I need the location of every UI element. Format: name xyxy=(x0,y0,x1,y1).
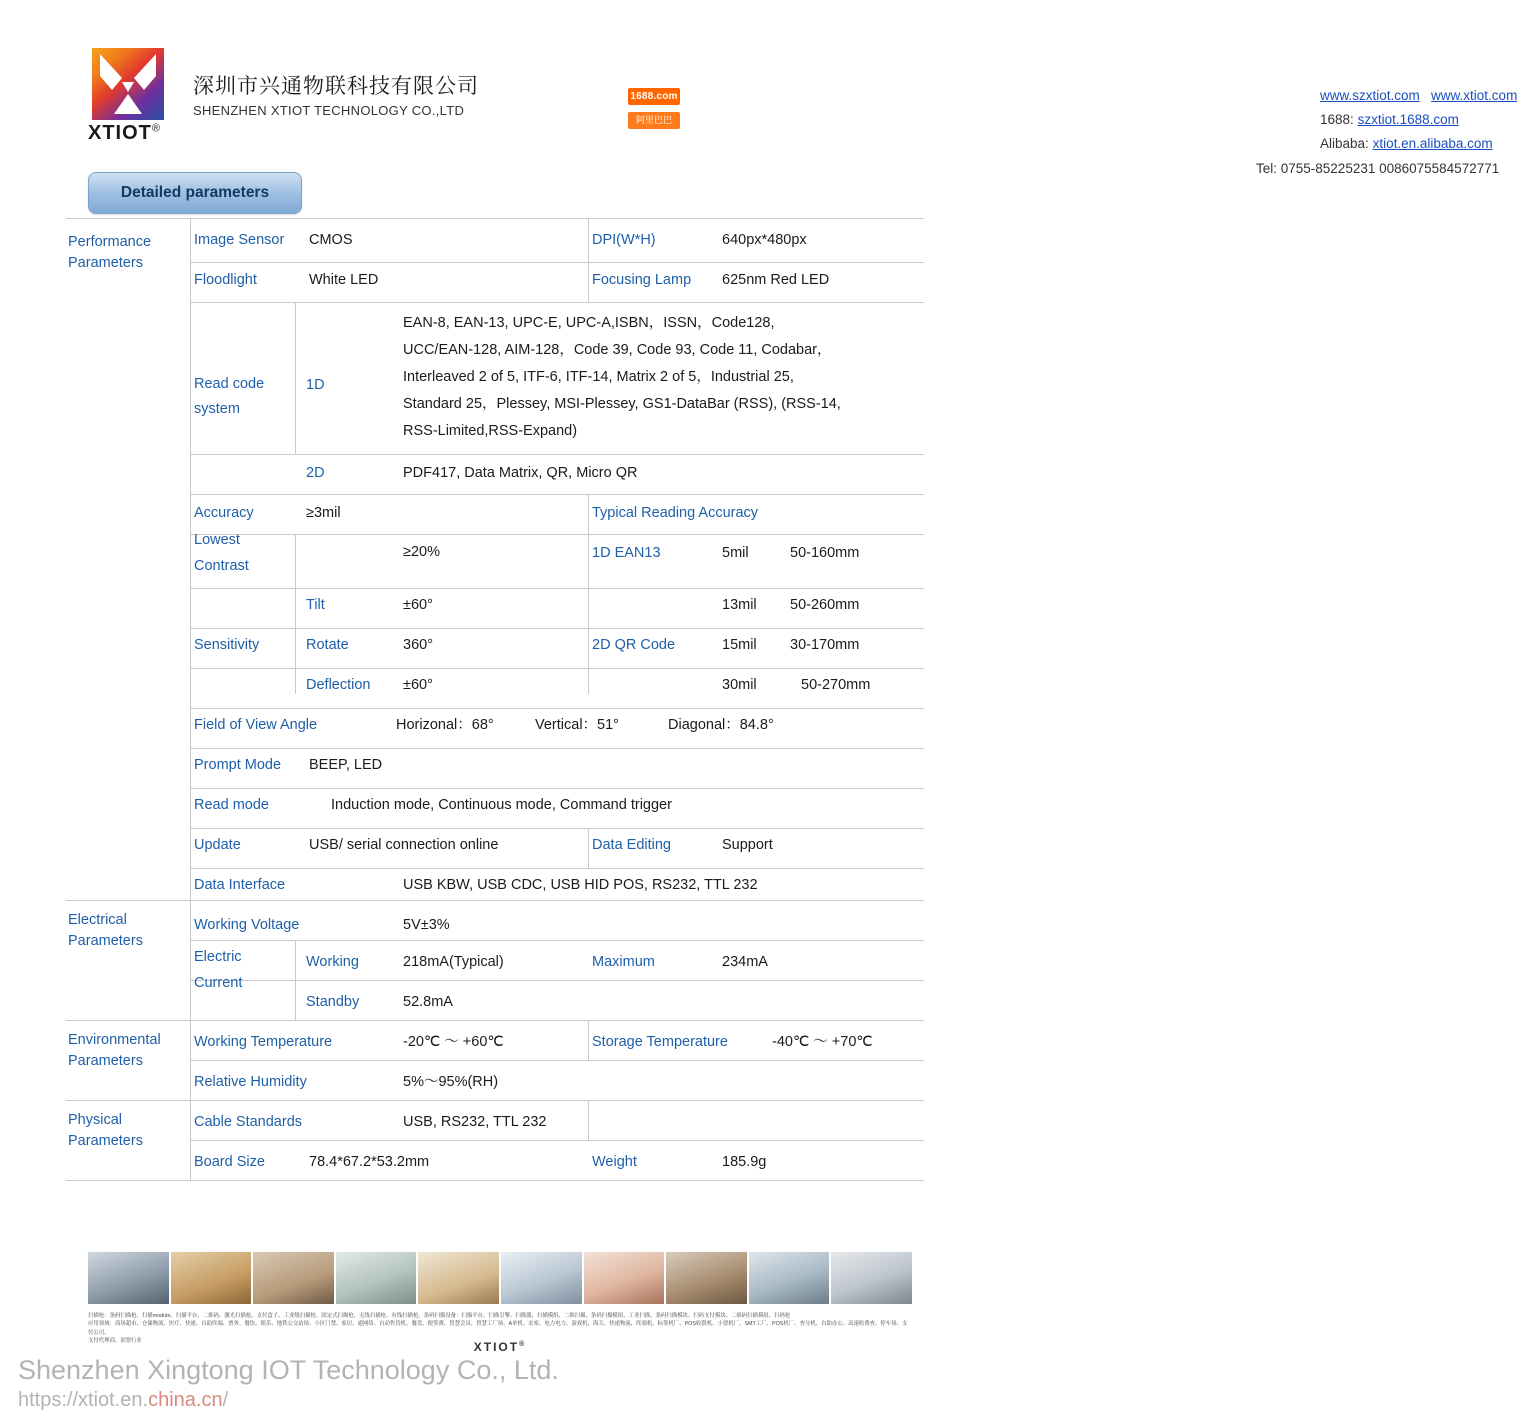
photo-thumbnail xyxy=(418,1252,499,1304)
label-electric-current-line1: Electric xyxy=(194,949,242,965)
website-link-1[interactable]: www.szxtiot.com xyxy=(1320,88,1420,103)
alibaba-1688-row xyxy=(1320,108,1459,131)
value-2d: PDF417, Data Matrix, QR, Micro QR xyxy=(403,465,638,481)
logo-wordmark xyxy=(88,122,161,145)
label-data-editing: Data Editing xyxy=(592,837,671,853)
watermark-url-domain: china.cn xyxy=(148,1389,223,1411)
group-physical-line2: Parameters xyxy=(68,1133,143,1149)
photo-thumbnail xyxy=(88,1252,169,1304)
photo-thumbnail xyxy=(501,1252,582,1304)
telephone-row: Tel: 0755-85225231 0086075584572771 xyxy=(1256,161,1500,176)
value-floodlight: White LED xyxy=(309,272,379,288)
value-working-voltage: 5V±3% xyxy=(403,917,450,933)
rule xyxy=(190,940,924,941)
rule xyxy=(588,1100,589,1140)
label-deflection: Deflection xyxy=(306,677,371,693)
rule xyxy=(190,1140,924,1141)
rule xyxy=(66,1100,924,1101)
value-image-sensor: CMOS xyxy=(309,232,353,248)
value-1d-line2: UCC/EAN-128, AIM-128，Code 39, Code 93, Code 11, Codabar， xyxy=(403,342,832,358)
rule xyxy=(190,302,924,303)
alibaba-row xyxy=(1320,132,1493,155)
value-maximum-current: 234mA xyxy=(722,954,768,970)
rule xyxy=(190,828,924,829)
rule xyxy=(190,708,924,709)
label-alibaba: Alibaba: xyxy=(1320,136,1369,151)
document-header xyxy=(0,40,1517,176)
label-image-sensor: Image Sensor xyxy=(194,232,285,248)
watermark-url-suffix: / xyxy=(222,1389,229,1411)
label-working-temperature: Working Temperature xyxy=(194,1034,333,1050)
value-1d-line5: RSS-Limited,RSS-Expand) xyxy=(403,423,578,439)
group-electrical-line2: Parameters xyxy=(68,933,143,949)
badge-1688-icon: 1688.com xyxy=(628,88,680,105)
label-update: Update xyxy=(194,837,241,853)
rule xyxy=(190,454,924,455)
rule xyxy=(190,218,191,1180)
footer-logo xyxy=(0,1340,1000,1354)
rule xyxy=(588,1020,589,1060)
value-accuracy: ≥3mil xyxy=(306,505,341,521)
label-lowest-contrast-line2: Contrast xyxy=(194,558,249,574)
watermark-url xyxy=(18,1389,228,1412)
rule xyxy=(66,1180,924,1181)
photo-thumbnail xyxy=(584,1252,665,1304)
value-relative-humidity: 5%～95%(RH) xyxy=(403,1074,499,1090)
link-1688[interactable]: szxtiot.1688.com xyxy=(1357,112,1459,127)
rule xyxy=(295,940,296,1020)
label-1d-ean13: 1D EAN13 xyxy=(592,545,661,561)
rule xyxy=(588,494,589,694)
value-rotate: 360° xyxy=(403,637,433,653)
watermark-url-prefix: https://xtiot.en. xyxy=(18,1389,149,1411)
value-ean13-mil: 5mil xyxy=(722,545,749,561)
label-focusing-lamp: Focusing Lamp xyxy=(592,272,692,288)
label-lowest-contrast-line1: Lowest xyxy=(194,532,240,548)
value-1d-line1: EAN-8, EAN-13, UPC-E, UPC-A,ISBN，ISSN，Code128, xyxy=(403,315,775,331)
label-relative-humidity: Relative Humidity xyxy=(194,1074,307,1090)
section-title-text: Detailed parameters xyxy=(120,184,270,201)
rule xyxy=(190,1060,924,1061)
label-data-interface: Data Interface xyxy=(194,877,286,893)
label-cable-standards: Cable Standards xyxy=(194,1114,303,1130)
value-lowest-contrast: ≥20% xyxy=(403,544,440,560)
label-electric-current-line2: Current xyxy=(194,975,243,991)
label-2d-qr-code: 2D QR Code xyxy=(592,637,676,653)
application-photo-strip xyxy=(88,1252,912,1304)
rule xyxy=(190,980,924,981)
link-alibaba[interactable]: xtiot.en.alibaba.com xyxy=(1372,136,1493,151)
label-dpi: DPI(W*H) xyxy=(592,232,656,248)
value-qr-range-2: 30-170mm xyxy=(790,637,860,653)
rule xyxy=(588,218,589,302)
footer-logo-text: XTIOT xyxy=(473,1340,520,1354)
group-physical-line1: Physical xyxy=(68,1112,122,1128)
value-qr-range-1: 50-260mm xyxy=(790,597,860,613)
label-read-mode: Read mode xyxy=(194,797,269,813)
label-2d: 2D xyxy=(306,465,325,481)
value-update: USB/ serial connection online xyxy=(309,837,499,853)
label-standby-current: Standby xyxy=(306,994,360,1010)
label-weight: Weight xyxy=(592,1154,637,1170)
rule xyxy=(190,588,924,589)
value-board-size: 78.4*67.2*53.2mm xyxy=(309,1154,430,1170)
rule xyxy=(190,494,924,495)
label-field-of-view: Field of View Angle xyxy=(194,717,318,733)
value-standby-current: 52.8mA xyxy=(403,994,453,1010)
logo-x-icon xyxy=(92,48,164,120)
value-fov-diagonal: Diagonal：84.8° xyxy=(668,717,774,733)
company-name-cn: 深圳市兴通物联科技有限公司 xyxy=(193,75,479,98)
value-1d-line4: Standard 25，Plessey, MSI-Plessey, GS1-DataBar (RSS), (RSS-14, xyxy=(403,396,841,412)
value-qr-mil-2: 15mil xyxy=(722,637,757,653)
footer-logo-registered: ® xyxy=(519,1341,527,1348)
value-weight: 185.9g xyxy=(722,1154,767,1170)
photo-thumbnail xyxy=(253,1252,334,1304)
label-working-current: Working xyxy=(306,954,359,970)
label-read-code-system-line2: system xyxy=(194,401,240,417)
section-title-badge xyxy=(88,172,302,214)
value-storage-temperature: -40℃ ～ +70℃ xyxy=(772,1034,873,1050)
rule xyxy=(190,534,924,535)
label-working-voltage: Working Voltage xyxy=(194,917,300,933)
value-qr-range-3: 50-270mm xyxy=(801,677,871,693)
value-fov-horizontal: Horizonal：68° xyxy=(396,717,494,733)
label-read-code-system-line1: Read code xyxy=(194,376,265,392)
value-qr-mil-3: 30mil xyxy=(722,677,757,693)
rule xyxy=(66,1020,924,1021)
value-data-interface: USB KBW, USB CDC, USB HID POS, RS232, TTL 232 xyxy=(403,877,758,893)
value-ean13-range: 50-160mm xyxy=(790,545,860,561)
label-floodlight: Floodlight xyxy=(194,272,257,288)
rule xyxy=(190,668,924,669)
logo-wordmark-text: XTIOT xyxy=(88,122,152,144)
rule xyxy=(190,788,924,789)
value-tilt: ±60° xyxy=(403,597,433,613)
value-dpi: 640px*480px xyxy=(722,232,807,248)
rule xyxy=(295,534,296,694)
group-electrical-line1: Electrical xyxy=(68,912,127,928)
group-environmental-line2: Parameters xyxy=(68,1053,143,1069)
label-sensitivity: Sensitivity xyxy=(194,637,260,653)
group-performance-line1: Performance xyxy=(68,234,152,250)
label-board-size: Board Size xyxy=(194,1154,265,1170)
label-typical-reading-accuracy: Typical Reading Accuracy xyxy=(592,505,759,521)
rule xyxy=(190,868,924,869)
label-tilt: Tilt xyxy=(306,597,325,613)
photo-thumbnail xyxy=(831,1252,912,1304)
value-read-mode: Induction mode, Continuous mode, Command trigger xyxy=(331,797,672,813)
footer-keywords-line2: 应用领域：商场超市、仓储物流、医疗、快递、自助终端、票务、餐饮、娱乐、地铁公交站场、小区门禁、家居、通网络、自动售货机、餐盘、便签薄、智慧会员、智慧工厂场、A单机、农家、电力电力、游戏机、海关、快递物流、终端机、标签机厂、POS收银机、小票机厂、SMT工厂、POS机厂、查分机、自助办公、高速收费查、停车场、支付公司、 xyxy=(88,1321,908,1336)
photo-thumbnail xyxy=(749,1252,830,1304)
label-1d: 1D xyxy=(306,377,325,393)
company-logo xyxy=(92,48,170,126)
label-rotate: Rotate xyxy=(306,637,349,653)
badge-alibaba-icon: 阿里巴巴 xyxy=(628,112,680,129)
label-prompt-mode: Prompt Mode xyxy=(194,757,282,773)
rule xyxy=(588,828,589,868)
website-row xyxy=(1320,84,1517,107)
value-cable-standards: USB, RS232, TTL 232 xyxy=(403,1114,547,1130)
watermark-company: Shenzhen Xingtong IOT Technology Co., Ltd. xyxy=(18,1355,559,1385)
label-maximum-current: Maximum xyxy=(592,954,655,970)
rule xyxy=(66,900,924,901)
rule xyxy=(190,748,924,749)
value-1d-line3: Interleaved 2 of 5, ITF-6, ITF-14, Matrix 2 of 5，Industrial 25, xyxy=(403,369,794,385)
company-name-en: SHENZHEN XTIOT TECHNOLOGY CO.,LTD xyxy=(193,103,465,118)
footer-keywords-line3: 支付代理商、彩票行业 xyxy=(88,1338,142,1345)
group-environmental-line1: Environmental xyxy=(68,1032,161,1048)
value-working-temperature: -20℃ ～ +60℃ xyxy=(403,1034,504,1050)
value-data-editing: Support xyxy=(722,837,773,853)
group-performance-line2: Parameters xyxy=(68,255,143,271)
photo-thumbnail xyxy=(336,1252,417,1304)
rule xyxy=(295,302,296,454)
value-qr-mil-1: 13mil xyxy=(722,597,757,613)
rule xyxy=(190,262,924,263)
label-1688: 1688: xyxy=(1320,112,1354,127)
label-accuracy: Accuracy xyxy=(194,505,254,521)
photo-thumbnail xyxy=(666,1252,747,1304)
photo-thumbnail xyxy=(171,1252,252,1304)
label-storage-temperature: Storage Temperature xyxy=(592,1034,728,1050)
value-prompt-mode: BEEP, LED xyxy=(309,757,383,773)
footer-keywords-line1: 扫描枪：条码扫描枪、扫描module、扫描平台、二维码、激光扫描枪、支付盒子、工业级扫描枪、固定式扫描枪、无线扫描枪、有线扫描枪。条码扫描设备：扫描平台、扫描引擎、扫描器、扫描模组、二维扫描、条码扫描模组、工业扫描、条码扫描模块、扫码支付模块、二维码扫描模组、扫码枪 xyxy=(88,1313,791,1319)
rule xyxy=(190,628,924,629)
rule xyxy=(66,218,924,219)
value-focusing-lamp: 625nm Red LED xyxy=(722,272,830,288)
website-link-2[interactable]: www.xtiot.com xyxy=(1431,88,1517,103)
value-working-current: 218mA(Typical) xyxy=(403,954,504,970)
logo-registered-mark: ® xyxy=(151,122,161,135)
value-fov-vertical: Vertical：51° xyxy=(535,717,619,733)
value-deflection: ±60° xyxy=(403,677,433,693)
